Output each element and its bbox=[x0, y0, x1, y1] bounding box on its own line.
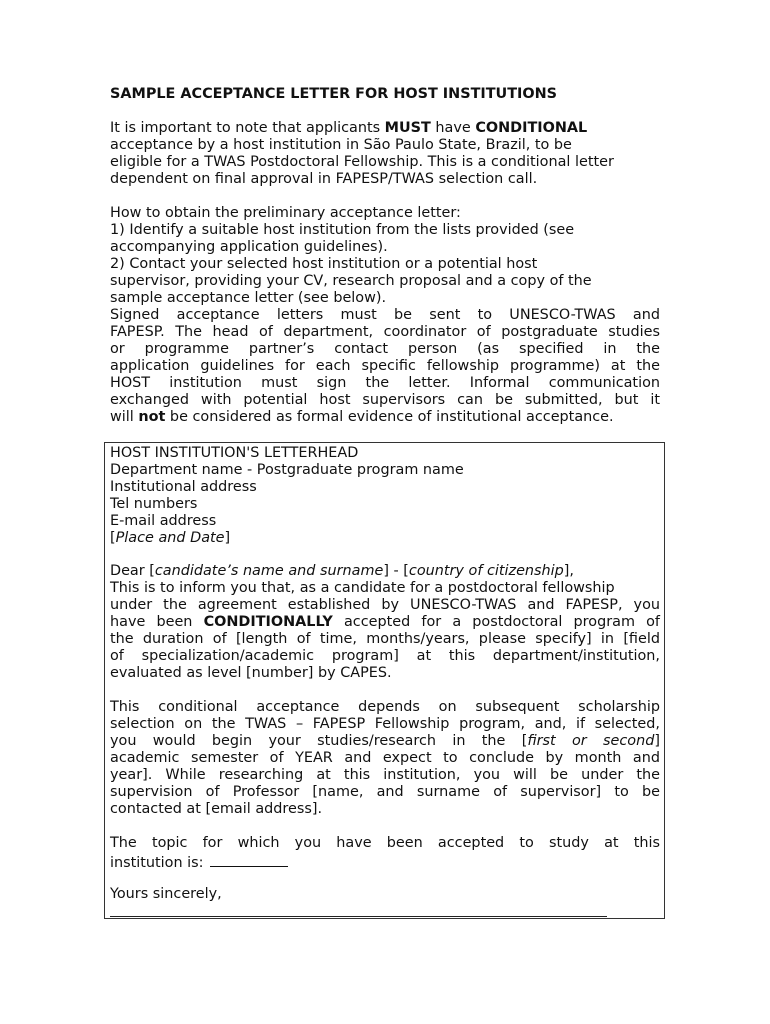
text-run: ], bbox=[563, 563, 574, 579]
letter-line: of specialization/academic program] at this department/institution, bbox=[110, 648, 660, 664]
letter-line: year]. While researching at this institution, you will be under the bbox=[110, 767, 660, 783]
intro-paragraph bbox=[110, 120, 660, 188]
letter-line: academic semester of YEAR and expect to conclude by month and bbox=[110, 750, 660, 766]
howto-line: exchanged with potential host supervisors can be submitted, but it bbox=[110, 392, 660, 408]
letter-line: This conditional acceptance depends on subsequent scholarship bbox=[110, 699, 660, 715]
emphasis-must: MUST bbox=[384, 120, 431, 136]
topic-blank-line bbox=[210, 852, 288, 867]
howto-line: FAPESP. The head of department, coordinator of postgraduate studies bbox=[110, 324, 660, 340]
letter-line: contacted at [email address]. bbox=[110, 801, 323, 817]
howto-line: application guidelines for each specific fellowship programme) at the bbox=[110, 358, 660, 374]
tel-line: Tel numbers bbox=[110, 496, 198, 512]
text-run: [ bbox=[110, 530, 116, 546]
department-line: Department name - Postgraduate program name bbox=[110, 462, 464, 478]
emphasis-conditional: CONDITIONAL bbox=[475, 120, 588, 136]
emphasis-conditionally: CONDITIONALLY bbox=[203, 614, 333, 630]
howto-line: accompanying application guidelines). bbox=[110, 239, 388, 255]
signature-line bbox=[110, 916, 607, 917]
letter-line: evaluated as level [number] by CAPES. bbox=[110, 665, 392, 681]
letter-paragraph-2 bbox=[110, 699, 660, 818]
intro-line bbox=[110, 120, 660, 137]
text-run: first or second bbox=[527, 733, 655, 749]
letter-line: supervision of Professor [name, and surname of supervisor] to be bbox=[110, 784, 660, 800]
letter-line: under the agreement established by UNESCO-TWAS and FAPESP, you bbox=[110, 597, 660, 613]
howto-line: supervisor, providing your CV, research proposal and a copy of the bbox=[110, 273, 592, 289]
howto-line: or programme partner’s contact person (as specified in the bbox=[110, 341, 660, 357]
text-run: will bbox=[110, 409, 139, 425]
letter-line: selection on the TWAS – FAPESP Fellowship program, and, if selected, bbox=[110, 716, 660, 732]
text-run: ] bbox=[224, 530, 231, 546]
address-line: Institutional address bbox=[110, 479, 257, 495]
howto-line: Signed acceptance letters must be sent to UNESCO-TWAS and bbox=[110, 307, 660, 323]
text-run: be considered as formal evidence of institutional acceptance. bbox=[165, 409, 614, 425]
letterhead-label: HOST INSTITUTION'S LETTERHEAD bbox=[110, 445, 359, 461]
text-run: accepted for a postdoctoral program of bbox=[332, 614, 660, 630]
closing-line: Yours sincerely, bbox=[110, 886, 222, 902]
howto-line bbox=[110, 409, 660, 426]
letter-paragraph-3 bbox=[110, 835, 660, 869]
text-run: country of citizenship bbox=[408, 563, 564, 579]
text-run: It is important to note that applicants bbox=[110, 120, 385, 136]
intro-line: eligible for a TWAS Postdoctoral Fellowship. This is a conditional letter bbox=[110, 154, 614, 170]
letter-line: This is to inform you that, as a candidate for a postdoctoral fellowship bbox=[110, 580, 615, 596]
intro-line: acceptance by a host institution in São Paulo State, Brazil, to be bbox=[110, 137, 572, 153]
document-title: SAMPLE ACCEPTANCE LETTER FOR HOST INSTITUTIONS bbox=[110, 86, 558, 102]
text-run: Place and Date bbox=[115, 530, 225, 546]
closing bbox=[110, 886, 660, 903]
text-run: you would begin your studies/research in the [ bbox=[110, 733, 528, 749]
text-run: ] - [ bbox=[383, 563, 409, 579]
letter-header bbox=[110, 445, 660, 547]
salutation-line bbox=[110, 563, 660, 580]
howto-section bbox=[110, 205, 660, 426]
letter-paragraph-1 bbox=[110, 563, 660, 682]
emphasis-not: not bbox=[138, 409, 166, 425]
intro-line: dependent on final approval in FAPESP/TWAS selection call. bbox=[110, 171, 538, 187]
howto-line: sample acceptance letter (see below). bbox=[110, 290, 387, 306]
text-run: candidate’s name and surname bbox=[154, 563, 384, 579]
text-run: have been bbox=[110, 614, 204, 630]
email-line: E-mail address bbox=[110, 513, 217, 529]
text-run: Dear [ bbox=[110, 563, 155, 579]
letter-line: the duration of [length of time, months/years, please specify] in [field bbox=[110, 631, 660, 647]
letter-line bbox=[110, 614, 660, 631]
howto-step-1: 1) Identify a suitable host institution from the lists provided (see bbox=[110, 222, 575, 238]
text-run: institution is: bbox=[110, 855, 204, 871]
howto-step-2: 2) Contact your selected host institution or a potential host bbox=[110, 256, 538, 272]
letter-line bbox=[110, 733, 660, 750]
text-run: ] bbox=[654, 733, 660, 749]
howto-line: HOST institution must sign the letter. Informal communication bbox=[110, 375, 660, 391]
place-date-line bbox=[110, 530, 660, 547]
howto-heading: How to obtain the preliminary acceptance letter: bbox=[110, 205, 461, 221]
letter-line: The topic for which you have been accepted to study at this bbox=[110, 835, 660, 851]
text-run: have bbox=[430, 120, 476, 136]
